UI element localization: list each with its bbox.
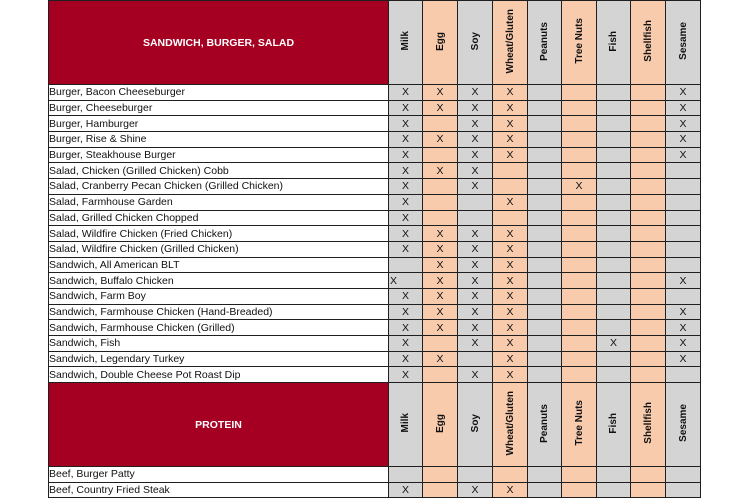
menu-item-name: Sandwich, Farm Boy — [49, 288, 389, 304]
menu-item-name: Sandwich, Buffalo Chicken — [49, 273, 389, 289]
allergen-mark: X — [493, 367, 528, 383]
allergen-mark — [562, 163, 597, 179]
allergen-mark: X — [458, 132, 493, 148]
allergen-mark: X — [389, 351, 423, 367]
allergen-mark: X — [389, 116, 423, 132]
allergen-mark — [528, 85, 562, 101]
allergen-mark — [562, 116, 597, 132]
allergen-mark — [666, 163, 701, 179]
allergen-mark — [423, 147, 458, 163]
allergen-column-header — [423, 1, 458, 85]
allergen-mark — [562, 132, 597, 148]
allergen-label: Shellfish — [642, 402, 654, 444]
allergen-label: Tree Nuts — [573, 400, 585, 446]
allergen-mark: X — [423, 304, 458, 320]
allergen-mark — [562, 336, 597, 352]
table-row — [49, 482, 701, 498]
menu-item-name: Salad, Farmhouse Garden — [49, 194, 389, 210]
allergen-label: Egg — [434, 413, 446, 433]
allergen-mark — [562, 351, 597, 367]
allergen-mark: X — [389, 304, 423, 320]
allergen-mark — [597, 179, 631, 195]
menu-item-name: Burger, Bacon Cheeseburger — [49, 85, 389, 101]
table-row — [49, 467, 701, 483]
allergen-mark — [597, 85, 631, 101]
allergen-mark — [493, 163, 528, 179]
menu-item-name: Burger, Steakhouse Burger — [49, 147, 389, 163]
allergen-mark — [597, 194, 631, 210]
table-row — [49, 288, 701, 304]
allergen-mark — [631, 482, 666, 498]
allergen-column-header — [458, 383, 493, 467]
allergen-mark: X — [458, 257, 493, 273]
allergen-mark — [597, 226, 631, 242]
allergen-mark: X — [423, 132, 458, 148]
table-row — [49, 132, 701, 148]
allergen-label: Peanuts — [539, 21, 550, 61]
allergen-mark — [597, 241, 631, 257]
allergen-mark — [666, 482, 701, 498]
menu-item-name: Salad, Wildfire Chicken (Grilled Chicken) — [49, 241, 389, 257]
allergen-mark — [666, 210, 701, 226]
allergen-mark: X — [666, 100, 701, 116]
table-row — [49, 116, 701, 132]
allergen-mark — [597, 210, 631, 226]
allergen-mark: X — [493, 147, 528, 163]
allergen-mark — [631, 194, 666, 210]
table-row — [49, 147, 701, 163]
allergen-mark — [631, 147, 666, 163]
allergen-label: Soy — [469, 31, 481, 51]
allergen-mark — [493, 467, 528, 483]
table-row — [49, 336, 701, 352]
table-row — [49, 85, 701, 101]
allergen-column-header — [423, 383, 458, 467]
allergen-mark: X — [458, 273, 493, 289]
allergen-column-header — [631, 1, 666, 85]
allergen-mark: X — [493, 241, 528, 257]
allergen-mark: X — [423, 257, 458, 273]
menu-item-name: Burger, Cheeseburger — [49, 100, 389, 116]
allergen-mark — [631, 351, 666, 367]
allergen-mark — [528, 210, 562, 226]
allergen-mark — [562, 85, 597, 101]
allergen-mark: X — [389, 226, 423, 242]
allergen-mark — [597, 273, 631, 289]
allergen-mark: X — [562, 179, 597, 195]
allergen-mark: X — [666, 273, 701, 289]
allergen-mark — [423, 482, 458, 498]
allergen-mark: X — [458, 288, 493, 304]
allergen-mark — [528, 257, 562, 273]
allergen-mark — [597, 100, 631, 116]
table-row — [49, 179, 701, 195]
allergen-mark: X — [423, 100, 458, 116]
menu-item-name: Sandwich, Farmhouse Chicken (Grilled) — [49, 320, 389, 336]
allergen-mark — [631, 100, 666, 116]
allergen-mark: X — [666, 304, 701, 320]
allergen-mark — [562, 210, 597, 226]
allergen-mark: X — [458, 163, 493, 179]
table-row — [49, 226, 701, 242]
allergen-mark: X — [493, 336, 528, 352]
allergen-mark — [528, 367, 562, 383]
allergen-column-header — [528, 1, 562, 85]
table-row — [49, 194, 701, 210]
allergen-mark — [562, 100, 597, 116]
allergen-mark — [597, 132, 631, 148]
table-row — [49, 273, 701, 289]
allergen-mark: X — [493, 351, 528, 367]
allergen-mark — [389, 257, 423, 273]
allergen-mark: X — [666, 336, 701, 352]
allergen-mark: X — [493, 132, 528, 148]
allergen-mark — [631, 336, 666, 352]
allergen-mark — [597, 304, 631, 320]
menu-item-name: Beef, Burger Patty — [49, 467, 389, 483]
allergen-mark — [528, 288, 562, 304]
allergen-mark: X — [493, 226, 528, 242]
allergen-mark: X — [666, 351, 701, 367]
allergen-mark: X — [493, 288, 528, 304]
allergen-mark — [631, 467, 666, 483]
allergen-mark: X — [493, 194, 528, 210]
table-row — [49, 351, 701, 367]
allergen-mark — [631, 163, 666, 179]
allergen-mark — [631, 226, 666, 242]
section-header-row — [49, 383, 701, 467]
allergen-mark — [493, 179, 528, 195]
allergen-mark: X — [389, 320, 423, 336]
allergen-mark — [631, 320, 666, 336]
allergen-mark: X — [666, 85, 701, 101]
allergen-mark — [562, 257, 597, 273]
allergen-mark: X — [493, 320, 528, 336]
allergen-mark — [666, 367, 701, 383]
allergen-column-header — [528, 383, 562, 467]
allergen-mark: X — [389, 194, 423, 210]
allergen-mark: X — [666, 320, 701, 336]
table-row — [49, 163, 701, 179]
allergen-mark — [458, 194, 493, 210]
allergen-label: Wheat/Gluten — [504, 390, 516, 456]
allergen-mark — [597, 116, 631, 132]
allergen-mark — [666, 241, 701, 257]
allergen-mark: X — [389, 336, 423, 352]
allergen-mark — [562, 226, 597, 242]
allergen-column-header — [631, 383, 666, 467]
menu-item-name: Salad, Cranberry Pecan Chicken (Grilled Chicken) — [49, 179, 389, 195]
allergen-mark — [423, 336, 458, 352]
allergen-mark: X — [458, 116, 493, 132]
allergen-column-header — [562, 1, 597, 85]
allergen-mark: X — [389, 85, 423, 101]
allergen-label: Egg — [434, 31, 446, 51]
allergen-mark: X — [389, 147, 423, 163]
allergen-mark — [666, 194, 701, 210]
allergen-mark: X — [389, 132, 423, 148]
allergen-mark — [597, 163, 631, 179]
allergen-mark — [631, 241, 666, 257]
menu-item-name: Sandwich, All American BLT — [49, 257, 389, 273]
allergen-mark — [631, 304, 666, 320]
allergen-mark — [631, 288, 666, 304]
allergen-mark: X — [493, 273, 528, 289]
allergen-mark — [631, 257, 666, 273]
allergen-mark — [423, 179, 458, 195]
table-row — [49, 100, 701, 116]
allergen-mark: X — [666, 116, 701, 132]
allergen-mark — [597, 147, 631, 163]
allergen-mark — [528, 132, 562, 148]
menu-item-name: Sandwich, Fish — [49, 336, 389, 352]
allergen-mark — [562, 147, 597, 163]
allergen-mark: X — [493, 100, 528, 116]
allergen-mark — [423, 210, 458, 226]
table-row — [49, 367, 701, 383]
allergen-mark: X — [666, 132, 701, 148]
allergen-mark — [528, 100, 562, 116]
allergen-mark — [597, 482, 631, 498]
allergen-mark — [666, 257, 701, 273]
allergen-mark — [423, 116, 458, 132]
allergen-mark: X — [389, 100, 423, 116]
allergen-mark — [562, 467, 597, 483]
allergen-label: Shellfish — [642, 20, 654, 62]
menu-item-name: Burger, Hamburger — [49, 116, 389, 132]
allergen-mark: X — [458, 482, 493, 498]
allergen-mark — [562, 304, 597, 320]
allergen-mark: X — [458, 100, 493, 116]
table-row — [49, 304, 701, 320]
allergen-label: Peanuts — [539, 403, 550, 443]
allergen-mark — [597, 288, 631, 304]
allergen-mark — [597, 367, 631, 383]
table-row — [49, 320, 701, 336]
allergen-mark — [597, 320, 631, 336]
table-row — [49, 257, 701, 273]
menu-item-name: Salad, Wildfire Chicken (Fried Chicken) — [49, 226, 389, 242]
allergen-mark — [666, 179, 701, 195]
allergen-mark: X — [493, 482, 528, 498]
allergen-mark — [528, 147, 562, 163]
allergen-mark — [666, 226, 701, 242]
allergen-mark — [597, 467, 631, 483]
allergen-mark: X — [458, 241, 493, 257]
allergen-mark — [528, 336, 562, 352]
allergen-mark — [423, 367, 458, 383]
allergen-mark — [458, 351, 493, 367]
allergen-mark: X — [423, 85, 458, 101]
allergen-table — [48, 0, 701, 498]
allergen-mark — [528, 241, 562, 257]
allergen-mark: X — [423, 226, 458, 242]
allergen-mark: X — [389, 482, 423, 498]
allergen-mark: X — [666, 147, 701, 163]
allergen-mark — [631, 367, 666, 383]
allergen-mark — [631, 132, 666, 148]
allergen-mark — [423, 194, 458, 210]
allergen-label: Milk — [400, 31, 411, 51]
allergen-mark — [389, 467, 423, 483]
allergen-mark — [631, 210, 666, 226]
allergen-mark: X — [423, 273, 458, 289]
allergen-label: Wheat/Gluten — [504, 8, 516, 74]
allergen-mark — [631, 116, 666, 132]
menu-item-name: Sandwich, Double Cheese Pot Roast Dip — [49, 367, 389, 383]
section-title: SANDWICH, BURGER, SALAD — [49, 1, 389, 85]
section-header-row — [49, 1, 701, 85]
allergen-label: Fish — [608, 30, 619, 52]
table-row — [49, 210, 701, 226]
allergen-mark: X — [458, 85, 493, 101]
allergen-column-header — [493, 1, 528, 85]
allergen-mark — [562, 194, 597, 210]
allergen-mark: X — [389, 179, 423, 195]
allergen-column-header — [458, 1, 493, 85]
allergen-mark: X — [458, 336, 493, 352]
menu-item-name: Salad, Grilled Chicken Chopped — [49, 210, 389, 226]
allergen-mark — [528, 179, 562, 195]
allergen-mark: X — [597, 336, 631, 352]
allergen-column-header — [597, 1, 631, 85]
allergen-mark: X — [389, 210, 423, 226]
allergen-mark — [458, 210, 493, 226]
allergen-label: Tree Nuts — [573, 18, 585, 64]
allergen-mark: X — [493, 257, 528, 273]
allergen-mark: X — [389, 163, 423, 179]
allergen-mark — [631, 273, 666, 289]
allergen-mark: X — [389, 241, 423, 257]
allergen-mark: X — [458, 147, 493, 163]
menu-item-name: Beef, Country Fried Steak — [49, 482, 389, 498]
allergen-mark — [493, 210, 528, 226]
allergen-mark — [666, 288, 701, 304]
allergen-mark: X — [423, 241, 458, 257]
allergen-mark — [458, 467, 493, 483]
allergen-column-header — [389, 1, 423, 85]
allergen-label: Soy — [469, 413, 481, 433]
allergen-mark: X — [493, 304, 528, 320]
menu-item-name: Sandwich, Farmhouse Chicken (Hand-Breaded) — [49, 304, 389, 320]
allergen-mark — [562, 273, 597, 289]
allergen-column-header — [562, 383, 597, 467]
allergen-column-header — [666, 383, 701, 467]
allergen-mark — [528, 194, 562, 210]
allergen-column-header — [389, 383, 423, 467]
allergen-mark — [562, 367, 597, 383]
allergen-mark — [528, 304, 562, 320]
allergen-label: Sesame — [677, 404, 689, 442]
allergen-mark: X — [458, 226, 493, 242]
allergen-mark — [528, 273, 562, 289]
allergen-mark: X — [423, 288, 458, 304]
allergen-mark — [631, 179, 666, 195]
menu-item-name: Sandwich, Legendary Turkey — [49, 351, 389, 367]
allergen-mark: X — [389, 367, 423, 383]
allergen-mark: X — [423, 351, 458, 367]
allergen-label: Sesame — [677, 22, 689, 60]
allergen-mark: X — [423, 163, 458, 179]
allergen-mark — [562, 288, 597, 304]
allergen-mark — [562, 320, 597, 336]
allergen-mark: X — [423, 320, 458, 336]
menu-item-name: Salad, Chicken (Grilled Chicken) Cobb — [49, 163, 389, 179]
allergen-mark — [528, 482, 562, 498]
allergen-mark — [528, 351, 562, 367]
allergen-mark: X — [493, 85, 528, 101]
allergen-column-header — [666, 1, 701, 85]
allergen-column-header — [493, 383, 528, 467]
allergen-mark — [562, 241, 597, 257]
allergen-mark: X — [458, 367, 493, 383]
allergen-mark — [597, 257, 631, 273]
allergen-label: Milk — [400, 413, 411, 433]
allergen-mark — [562, 482, 597, 498]
allergen-mark: X — [458, 179, 493, 195]
menu-item-name: Burger, Rise & Shine — [49, 132, 389, 148]
allergen-mark: X — [458, 304, 493, 320]
allergen-mark — [666, 467, 701, 483]
allergen-mark — [528, 163, 562, 179]
allergen-mark: X — [458, 320, 493, 336]
allergen-mark — [597, 351, 631, 367]
allergen-mark — [528, 116, 562, 132]
allergen-mark — [528, 226, 562, 242]
section-title: PROTEIN — [49, 383, 389, 467]
allergen-mark — [528, 320, 562, 336]
allergen-mark: X — [389, 273, 423, 289]
allergen-mark — [528, 467, 562, 483]
table-row — [49, 241, 701, 257]
allergen-column-header — [597, 383, 631, 467]
allergen-mark: X — [389, 288, 423, 304]
allergen-mark — [423, 467, 458, 483]
allergen-label: Fish — [608, 412, 619, 434]
allergen-mark — [631, 85, 666, 101]
allergen-mark: X — [493, 116, 528, 132]
